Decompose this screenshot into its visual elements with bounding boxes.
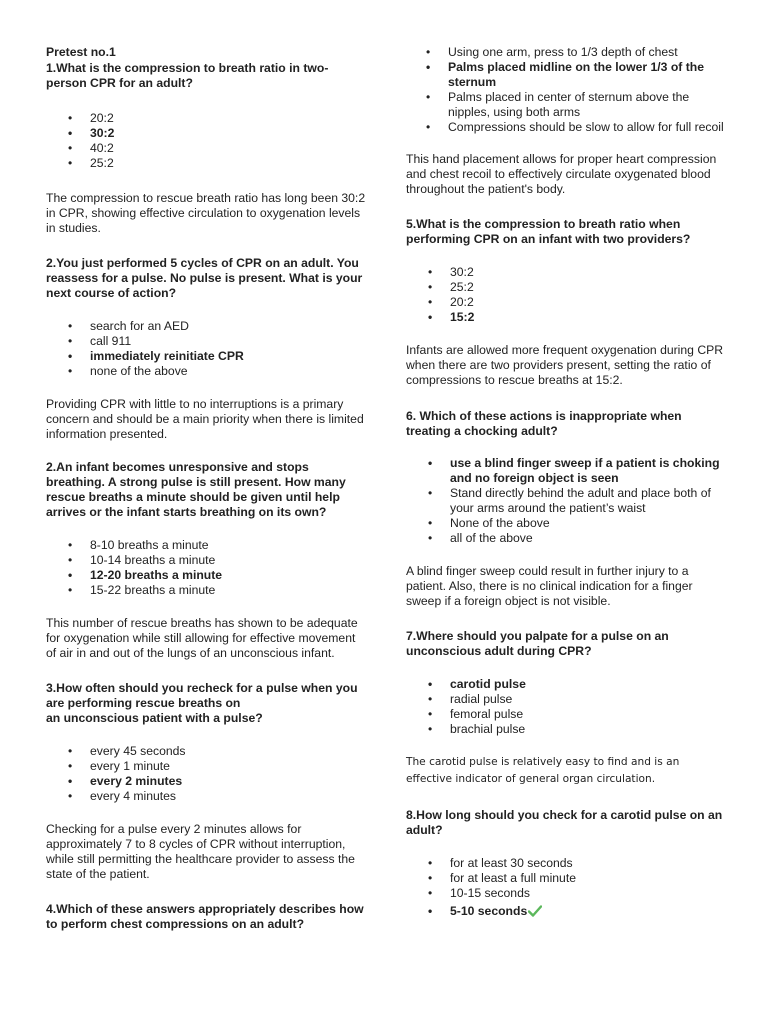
option: • Stand directly behind the adult and place both of your arms around the patient’s waist <box>406 486 728 516</box>
question-2b: 2.An infant becomes unresponsive and stops breathing. A strong pulse is still present. How many rescue breaths a minute should be given until help arrives or the infant starts breathing on its own? <box>46 460 346 519</box>
option: • call 911 <box>46 334 368 349</box>
option: • radial pulse <box>406 692 728 707</box>
option: • 10-14 breaths a minute <box>46 553 368 568</box>
option: • Palms placed in center of sternum above the nipples, using both arms <box>404 90 728 120</box>
option: • every 4 minutes <box>46 789 368 804</box>
question-3-line1: 3.How often should you recheck for a pulse when you are performing rescue breaths on <box>46 681 358 710</box>
options-list-4 <box>404 45 728 135</box>
option-correct: • every 2 minutes <box>46 774 368 789</box>
question-8: 8.How long should you check for a carotid pulse on an adult? <box>406 808 723 837</box>
question-5: 5.What is the compression to breath ratio when performing CPR on an infant with two providers? <box>406 217 691 246</box>
question-3 <box>46 681 368 726</box>
question-1: 1.What is the compression to breath ratio in two-person CPR for an adult? <box>46 61 329 90</box>
option: • for at least a full minute <box>406 871 728 886</box>
option: • 20:2 <box>46 111 368 126</box>
options-list-7 <box>406 677 728 737</box>
explanation-3: Checking for a pulse every 2 minutes allows for approximately 7 to 8 cycles of CPR without interruption, while still permitting the healthcare provider to assess the state of the patient. <box>46 822 355 881</box>
question-2: 2.You just performed 5 cycles of CPR on an adult. You reassess for a pulse. No pulse is present. What is your next course of action? <box>46 256 363 300</box>
option-correct: • 30:2 <box>46 126 368 141</box>
pretest-title: Pretest no.1 <box>46 45 116 59</box>
option: • search for an AED <box>46 319 368 334</box>
explanation-1: The compression to rescue breath ratio has long been 30:2 in CPR, showing effective circulation to oxygenation levels in studies. <box>46 191 366 235</box>
option: • femoral pulse <box>406 707 728 722</box>
option: • every 1 minute <box>46 759 368 774</box>
explanation-4: This hand placement allows for proper heart compression and chest recoil to effectively circulate oxygenated blood throughout the patient's body. <box>406 152 717 196</box>
options-list-5 <box>406 265 728 325</box>
option: • Compressions should be slow to allow for full recoil <box>404 120 728 135</box>
explanation-5: Infants are allowed more frequent oxygenation during CPR when there are two providers present, setting the ratio of compressions to rescue breaths at 15:2. <box>406 343 724 387</box>
left-column <box>46 45 368 932</box>
explanation-2b: This number of rescue breaths has shown to be adequate for oxygenation while still allowing for effective movement of air in and out of the lungs of an unconscious infant. <box>46 616 358 660</box>
option: • every 45 seconds <box>46 744 368 759</box>
option-correct: • immediately reinitiate CPR <box>46 349 368 364</box>
explanation-2: Providing CPR with little to no interruptions is a primary concern and should be a main priority when there is limited information presented. <box>46 397 364 441</box>
option: • 40:2 <box>46 141 368 156</box>
explanation-6: A blind finger sweep could result in further injury to a patient. Also, there is no clinical indication for a finger sweep if a foreign object is not visible. <box>406 564 693 608</box>
options-list-1 <box>46 111 368 171</box>
option: • brachial pulse <box>406 722 728 737</box>
question-7: 7.Where should you palpate for a pulse on an unconscious adult during CPR? <box>406 629 669 658</box>
option-correct: • 12-20 breaths a minute <box>46 568 368 583</box>
option: • Using one arm, press to 1/3 depth of chest <box>404 45 728 60</box>
question-6: 6. Which of these actions is inappropriate when treating a chocking adult? <box>406 409 682 438</box>
option-correct: • 15:2 <box>406 310 728 325</box>
option-correct-label: 5-10 seconds <box>450 904 528 918</box>
option-correct: • use a blind finger sweep if a patient is choking and no foreign object is seen <box>406 456 728 486</box>
right-column <box>406 45 728 921</box>
options-list-3 <box>46 744 368 804</box>
option: • 25:2 <box>46 156 368 171</box>
explanation-7: The carotid pulse is relatively easy to find and is an effective indicator of general organ circulation. <box>406 756 680 785</box>
options-list-6 <box>406 456 728 546</box>
option: • all of the above <box>406 531 728 546</box>
options-list-8 <box>406 856 728 921</box>
option: • for at least 30 seconds <box>406 856 728 871</box>
question-3-line2: an unconscious patient with a pulse? <box>46 711 263 725</box>
option: • 10-15 seconds <box>406 886 728 901</box>
option: • none of the above <box>46 364 368 379</box>
options-list-2 <box>46 319 368 379</box>
option-correct <box>406 904 728 921</box>
question-4: 4.Which of these answers appropriately describes how to perform chest compressions on an adult? <box>46 902 364 931</box>
option: • None of the above <box>406 516 728 531</box>
option-correct: • Palms placed midline on the lower 1/3 of the sternum <box>404 60 728 90</box>
option: • 20:2 <box>406 295 728 310</box>
checkmark-icon <box>528 905 542 921</box>
option: • 30:2 <box>406 265 728 280</box>
option-correct: • carotid pulse <box>406 677 728 692</box>
option: • 15-22 breaths a minute <box>46 583 368 598</box>
option: • 8-10 breaths a minute <box>46 538 368 553</box>
options-list-2b <box>46 538 368 598</box>
option: • 25:2 <box>406 280 728 295</box>
